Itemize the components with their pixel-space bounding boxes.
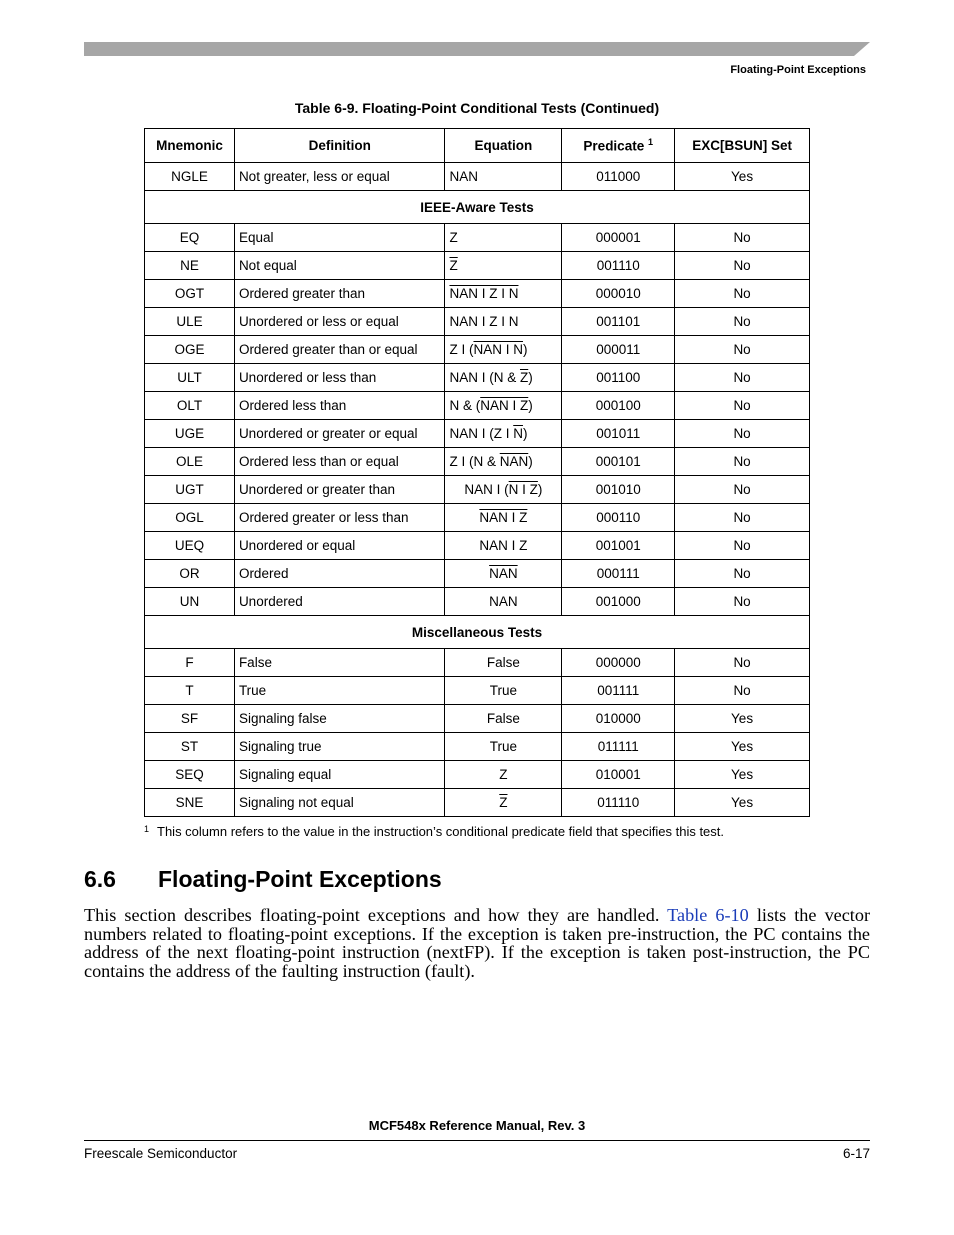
equation-segment: True [489,739,518,754]
table-header-row [145,129,810,163]
cell-mnemonic: SF [145,705,235,733]
cell-equation [445,364,562,392]
cell-mnemonic: OGE [145,336,235,364]
header-equation: Equation [445,129,562,163]
cell-mnemonic: EQ [145,224,235,252]
header-predicate-label: Predicate [583,138,645,154]
cell-exc: No [675,308,810,336]
cell-exc: No [675,560,810,588]
cell-mnemonic: F [145,649,235,677]
cell-predicate: 001001 [562,532,675,560]
cell-equation [445,308,562,336]
paragraph-text-start: This section describes floating-point exceptions and how they are handled. [84,905,668,925]
cell-exc: No [675,224,810,252]
table-row [145,677,810,705]
equation-segment: NAN I (Z I [449,426,514,441]
cell-definition: False [234,649,445,677]
footer-divider [84,1140,870,1141]
cell-equation [445,677,562,705]
cell-definition: Not greater, less or equal [234,163,445,191]
cell-equation [445,588,562,616]
cell-definition: Unordered or less than [234,364,445,392]
table-caption: Table 6-9. Floating-Point Conditional Tests (Continued) [294,100,660,116]
table-row [145,163,810,191]
cell-definition: Equal [234,224,445,252]
cell-mnemonic: OLT [145,392,235,420]
cell-exc: No [675,448,810,476]
equation-segment: $\overline{Z}$ [449,258,458,273]
equation-segment: $\overline{N}$ [513,426,523,441]
cell-predicate: 001110 [562,252,675,280]
equation-segment: N & ( [449,398,481,413]
equation-segment: $\overline{Z}$ [499,795,508,810]
cell-predicate: 000101 [562,448,675,476]
cell-definition: True [234,677,445,705]
cell-mnemonic: OR [145,560,235,588]
cell-equation [445,476,562,504]
table-row [145,705,810,733]
cell-equation: NAN [445,163,562,191]
equation-segment: N I Z [508,482,538,497]
cell-mnemonic: OGT [145,280,235,308]
equation-segment: NAN I Z [480,398,529,413]
footnote-mark: 1 [144,824,150,834]
cell-predicate: 000000 [562,649,675,677]
cell-equation [445,448,562,476]
footer-manual-title: MCF548x Reference Manual, Rev. 3 [368,1118,586,1133]
table-row [145,336,810,364]
cell-definition: Ordered [234,560,445,588]
cell-mnemonic: SEQ [145,761,235,789]
cell-equation [445,705,562,733]
table-row [145,761,810,789]
cell-mnemonic: UGT [145,476,235,504]
cell-exc: Yes [675,789,810,817]
equation-segment: ) [522,342,528,357]
table-row [145,392,810,420]
cell-mnemonic: OGL [145,504,235,532]
cell-predicate: 000110 [562,504,675,532]
table-row [145,448,810,476]
equation-segment: ) [528,370,533,385]
cell-definition: Unordered or less or equal [234,308,445,336]
cell-equation [445,336,562,364]
cell-mnemonic: OLE [145,448,235,476]
cell-equation [445,532,562,560]
section-heading [84,866,442,893]
footnote-text: This column refers to the value in the instruction’s conditional predicate field that specifies this test. [157,824,725,839]
cell-exc: No [675,392,810,420]
table-footnote [144,824,724,839]
cell-equation [445,280,562,308]
cell-exc: No [675,420,810,448]
footer-page-number: 6-17 [842,1146,870,1161]
cell-equation [445,392,562,420]
table-row [145,789,810,817]
cell-predicate: 010000 [562,705,675,733]
equation-segment: NAN I Z [479,510,528,525]
equation-segment: NAN [489,594,518,609]
cell-predicate: 001111 [562,677,675,705]
cell-exc: No [675,532,810,560]
cell-mnemonic: SNE [145,789,235,817]
table-row [145,588,810,616]
cell-predicate: 010001 [562,761,675,789]
equation-segment: Z I (N & [449,454,500,469]
cell-predicate: 001010 [562,476,675,504]
section-number: 6.6 [84,866,116,892]
footer-company: Freescale Semiconductor [84,1146,238,1161]
cell-equation [445,560,562,588]
table-row [145,532,810,560]
cell-mnemonic: UN [145,588,235,616]
table-row [145,420,810,448]
cell-exc: No [675,364,810,392]
cell-predicate: 001101 [562,308,675,336]
cell-equation [445,733,562,761]
cell-exc: No [675,649,810,677]
cell-exc: No [675,280,810,308]
equation-segment: ) [537,482,543,497]
cell-definition: Ordered greater or less than [234,504,445,532]
table-row [145,364,810,392]
equation-segment: $\overline{NAN}$ [499,454,529,469]
table-row [145,252,810,280]
table-row [145,560,810,588]
header-predicate [562,129,675,163]
cell-definition: Signaling true [234,733,445,761]
cell-definition: Unordered [234,588,445,616]
cell-exc: No [675,677,810,705]
cell-equation [445,224,562,252]
cell-predicate: 011111 [562,733,675,761]
equation-segment: NAN I ( [464,482,509,497]
cell-mnemonic: T [145,677,235,705]
cell-mnemonic: ULE [145,308,235,336]
equation-segment: NAN I Z I N [449,314,519,329]
table-row [145,504,810,532]
equation-segment: Z I ( [449,342,474,357]
equation-segment: NAN I Z I N [449,286,519,301]
running-head: Floating-Point Exceptions [730,64,866,76]
cell-definition: Ordered less than [234,392,445,420]
paragraph-text-end: lists the vector numbers related to floating-point exceptions. If the exception is taken pre-instruction, the PC contains the address of the next floating-point instruction (nextFP). If the exception is taken post-instruction, the PC contains the address of the faulting instruction (fault). [84,905,871,981]
cell-predicate: 001000 [562,588,675,616]
table-6-10-link[interactable]: Table 6-10 [667,905,749,925]
equation-segment: ) [528,454,533,469]
equation-segment: True [489,683,518,698]
cell-definition: Signaling equal [234,761,445,789]
section-title: Floating-Point Exceptions [158,866,442,892]
conditional-tests-table [144,128,810,817]
cell-predicate: 000100 [562,392,675,420]
cell-exc: No [675,504,810,532]
cell-equation [445,252,562,280]
cell-equation [445,789,562,817]
cell-mnemonic: ULT [145,364,235,392]
cell-definition: Ordered less than or equal [234,448,445,476]
equation-segment: $\overline{NAN}$ [489,566,518,581]
cell-equation [445,649,562,677]
cell-exc: No [675,476,810,504]
cell-definition: Unordered or greater or equal [234,420,445,448]
cell-equation [445,420,562,448]
equation-segment: Z [499,767,508,782]
header-bar [84,42,870,56]
header-definition: Definition [234,129,445,163]
predicate-footnote-ref: 1 [647,137,653,148]
equation-segment: ) [522,426,528,441]
cell-predicate: 000111 [562,560,675,588]
cell-definition: Signaling not equal [234,789,445,817]
ieee-section-title: IEEE-Aware Tests [145,191,810,224]
cell-exc: Yes [675,705,810,733]
cell-predicate: 000011 [562,336,675,364]
equation-segment: ) [528,398,533,413]
equation-segment: $\overline{Z}$ [519,370,529,385]
cell-mnemonic: UGE [145,420,235,448]
cell-predicate: 000001 [562,224,675,252]
cell-definition: Ordered greater than [234,280,445,308]
cell-definition: Signaling false [234,705,445,733]
section-row-ieee [145,191,810,224]
cell-equation [445,504,562,532]
cell-definition: Ordered greater than or equal [234,336,445,364]
cell-definition: Unordered or greater than [234,476,445,504]
table-row [145,308,810,336]
table-row [145,280,810,308]
equation-segment: False [486,655,520,670]
cell-exc: No [675,336,810,364]
cell-definition: Unordered or equal [234,532,445,560]
section-paragraph [84,906,870,980]
table-row [145,224,810,252]
cell-mnemonic: UEQ [145,532,235,560]
cell-exc: Yes [675,733,810,761]
cell-exc: No [675,252,810,280]
cell-exc: Yes [675,163,810,191]
equation-segment: Z [449,230,458,245]
cell-definition: Not equal [234,252,445,280]
cell-equation [445,761,562,789]
equation-segment: NAN I (N & [449,370,520,385]
section-row-misc [145,616,810,649]
cell-predicate: 011110 [562,789,675,817]
table-row [145,733,810,761]
cell-predicate: 011000 [562,163,675,191]
header-exc-bsun: EXC[BSUN] Set [675,129,810,163]
header-mnemonic: Mnemonic [145,129,235,163]
table-row [145,476,810,504]
cell-predicate: 000010 [562,280,675,308]
table-row [145,649,810,677]
cell-mnemonic: ST [145,733,235,761]
equation-segment: False [486,711,520,726]
equation-segment: NAN I Z [479,538,528,553]
equation-segment: NAN I N [473,342,523,357]
cell-exc: No [675,588,810,616]
cell-mnemonic: NE [145,252,235,280]
cell-predicate: 001011 [562,420,675,448]
cell-mnemonic: NGLE [145,163,235,191]
misc-section-title: Miscellaneous Tests [145,616,810,649]
cell-exc: Yes [675,761,810,789]
cell-predicate: 001100 [562,364,675,392]
